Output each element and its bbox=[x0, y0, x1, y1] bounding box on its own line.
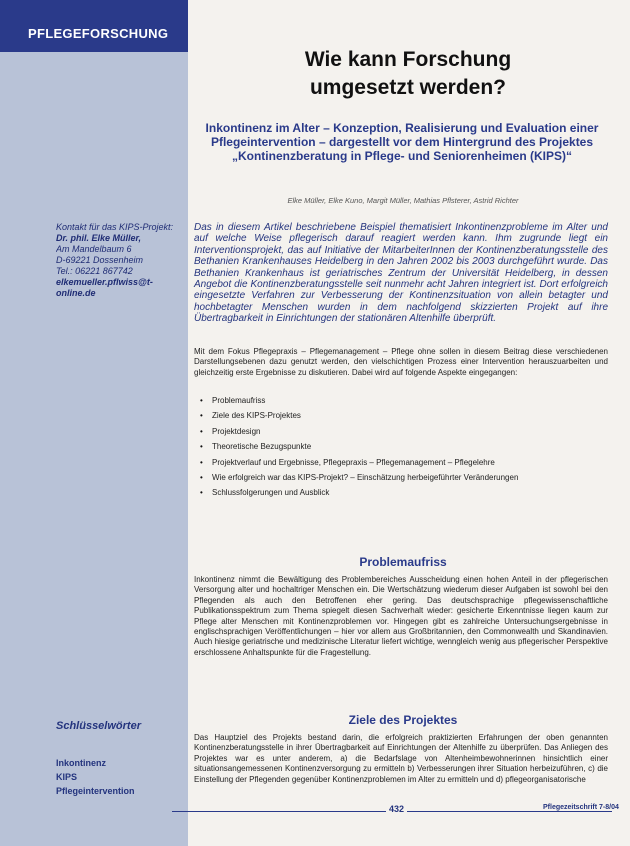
contact-line: Kontakt für das KIPS-Projekt: bbox=[56, 222, 174, 232]
keywords-title: Schlüsselwörter bbox=[56, 720, 141, 732]
bullet-icon: • bbox=[200, 473, 203, 483]
section-text-problem: Inkontinenz nimmt die Bewältigung des Problembereiches Ausscheidung einen hohen Anteil in der pflegerischen Versorgung alter und hochaltriger Menschen ein. Die Wertschätzung wiederum dieser Aufgaben ist sowohl bei den Pflegenden als auch den Betroffenen eher gering. Das deutschsprachige pflegewissenschaftliche Publikationsspektrum zum Thema spiegelt diesen Sachverhalt wieder: gesicherte Erkenntnisse liegen kaum zur Pflege alter Menschen mit Kontinenzproblemen vor. Hingegen gibt es zahlreiche Untersuchungsergebnisse in englischsprachigen Veröffentlichungen – hier vor allem aus Großbritannien, den Commonwealth und Skandinavien. Auch hiesige geriatrische und medizinische Literatur liefert wichtige, wenngleich wenig aus pflegerischer Perspektive erschlossene Anhaltspunkte für die Fragestellung. bbox=[194, 575, 608, 657]
section-heading-goals: Ziele des Projektes bbox=[348, 713, 458, 727]
bullet-icon: • bbox=[200, 488, 203, 498]
bullet-icon: • bbox=[200, 457, 203, 467]
keyword: Pflegeintervention bbox=[56, 786, 135, 796]
aspect-list bbox=[200, 393, 610, 501]
keyword: KIPS bbox=[56, 772, 78, 782]
contact-email: elkemueller.pflwiss@t- bbox=[56, 277, 153, 287]
article-abstract: Das in diesem Artikel beschriebene Beispiel thematisiert Inkontinenzprobleme im Alter und auf welche Weise pflegerisch darauf reagiert werden kann. Ihm zugrunde liegt ein Interventionsprojekt, das auf Initiative der MitarbeiterInnen der Kontinenzberatungsstelle des Bethanien Krankenhauses Heidelberg in den Jahren 2002 bis 2003 durchgeführt wurde. Das Bethanien Krankenhaus ist geriatrisches Zentrum der Universität Heidelberg, in dessen Angebot die Kontinenzberatungsstelle seit nunmehr acht Jahren integriert ist. Dort erfolgreich eingesetzte Verfahren zur Verbesserung der Kontinenzsituation von allein betagter und hochbetagter Menschen wurden in dem nachfolgend skizzierten Projekt auf ihre Übertragbarkeit in Einrichtungen der stationären Altenhilfe überprüft. bbox=[194, 222, 608, 325]
list-item: • Schlussfolgerungen und Ausblick bbox=[200, 485, 610, 500]
bullet-icon: • bbox=[200, 426, 203, 436]
article-title: Wie kann Forschung umgesetzt werden? bbox=[304, 48, 512, 99]
list-item: • Theoretische Bezugspunkte bbox=[200, 439, 610, 454]
contact-email-cont: online.de bbox=[56, 288, 96, 298]
contact-name: Dr. phil. Elke Müller, bbox=[56, 233, 142, 243]
sidebar bbox=[0, 0, 188, 846]
journal-logo: PFLEGEFORSCHUNG bbox=[28, 26, 169, 41]
list-item: • Projektdesign bbox=[200, 424, 610, 439]
contact-line: Am Mandelbaum 6 bbox=[56, 244, 132, 254]
intro-paragraph: Mit dem Fokus Pflegepraxis – Pflegemanagement – Pflege ohne sollen in diesem Beitrag diese verschiedenen Darstellungsebenen dazu genutzt werden, den vielschichtigen Prozess einer Intervention herauszuarbeiten und gleichzeitig erste Ergebnisse zu diskutieren. Dabei wird auf folgende Aspekte eingegangen: bbox=[194, 347, 608, 377]
section-heading-problem: Problemaufriss bbox=[359, 555, 447, 569]
article-authors: Elke Müller, Elke Kuno, Margit Müller, Mathias Pflsterer, Astrid Richter bbox=[287, 196, 519, 205]
contact-phone: Tel.: 06221 867742 bbox=[56, 266, 133, 276]
bullet-icon: • bbox=[200, 396, 203, 405]
contact-line: D-69221 Dossenheim bbox=[56, 255, 144, 265]
list-item: • Ziele des KIPS-Projektes bbox=[200, 408, 610, 423]
sidebar-header-band bbox=[0, 0, 188, 52]
journal-issue: Pflegezeitschrift 7-8/04 bbox=[540, 804, 622, 811]
keywords-list bbox=[56, 756, 135, 798]
page-number: 432 bbox=[386, 804, 407, 814]
bullet-icon: • bbox=[200, 411, 203, 421]
article-main bbox=[194, 0, 612, 846]
list-item: • Wie erfolgreich war das KIPS-Projekt? – Einschätzung herbeigeführter Veränderungen bbox=[200, 470, 610, 485]
contact-box bbox=[56, 222, 184, 299]
bullet-icon: • bbox=[200, 442, 203, 452]
list-item: • Problemaufriss bbox=[200, 393, 610, 408]
list-item: • Projektverlauf und Ergebnisse, Pflegepraxis – Pflegemanagement – Pflegelehre bbox=[200, 455, 610, 470]
keyword: Inkontinenz bbox=[56, 758, 106, 768]
section-text-goals: Das Hauptziel des Projekts bestand darin, die erfolgreich praktizierten Erfahrungen der oben genannten Kontinenzberatungsstelle in ihrer Übertragbarkeit auf Einrichtungen der Altenhilfe zu überprüfen. Das Anliegen des Projektes war es unter anderem, a) die Bedarfslage von Altenheimbewohnerinnen hinsichtlich einer situationsangemessenen Kontinenzversorgung zu ermitteln b) Verbesserungen ihrer Situation herbeizuführen, c) die Einstellung der Pflegenden gegenüber Kontinenzproblemen im Alter zu ermitteln und d) pflegeorganisatorische bbox=[194, 733, 608, 784]
article-subtitle: Inkontinenz im Alter – Konzeption, Realisierung und Evaluation einer Pflegeintervention – dargestellt vor dem Hintergrund des Projektes „Kontinenzberatung in Pflege- und Seniorenheimen (KIPS)“ bbox=[205, 121, 599, 163]
